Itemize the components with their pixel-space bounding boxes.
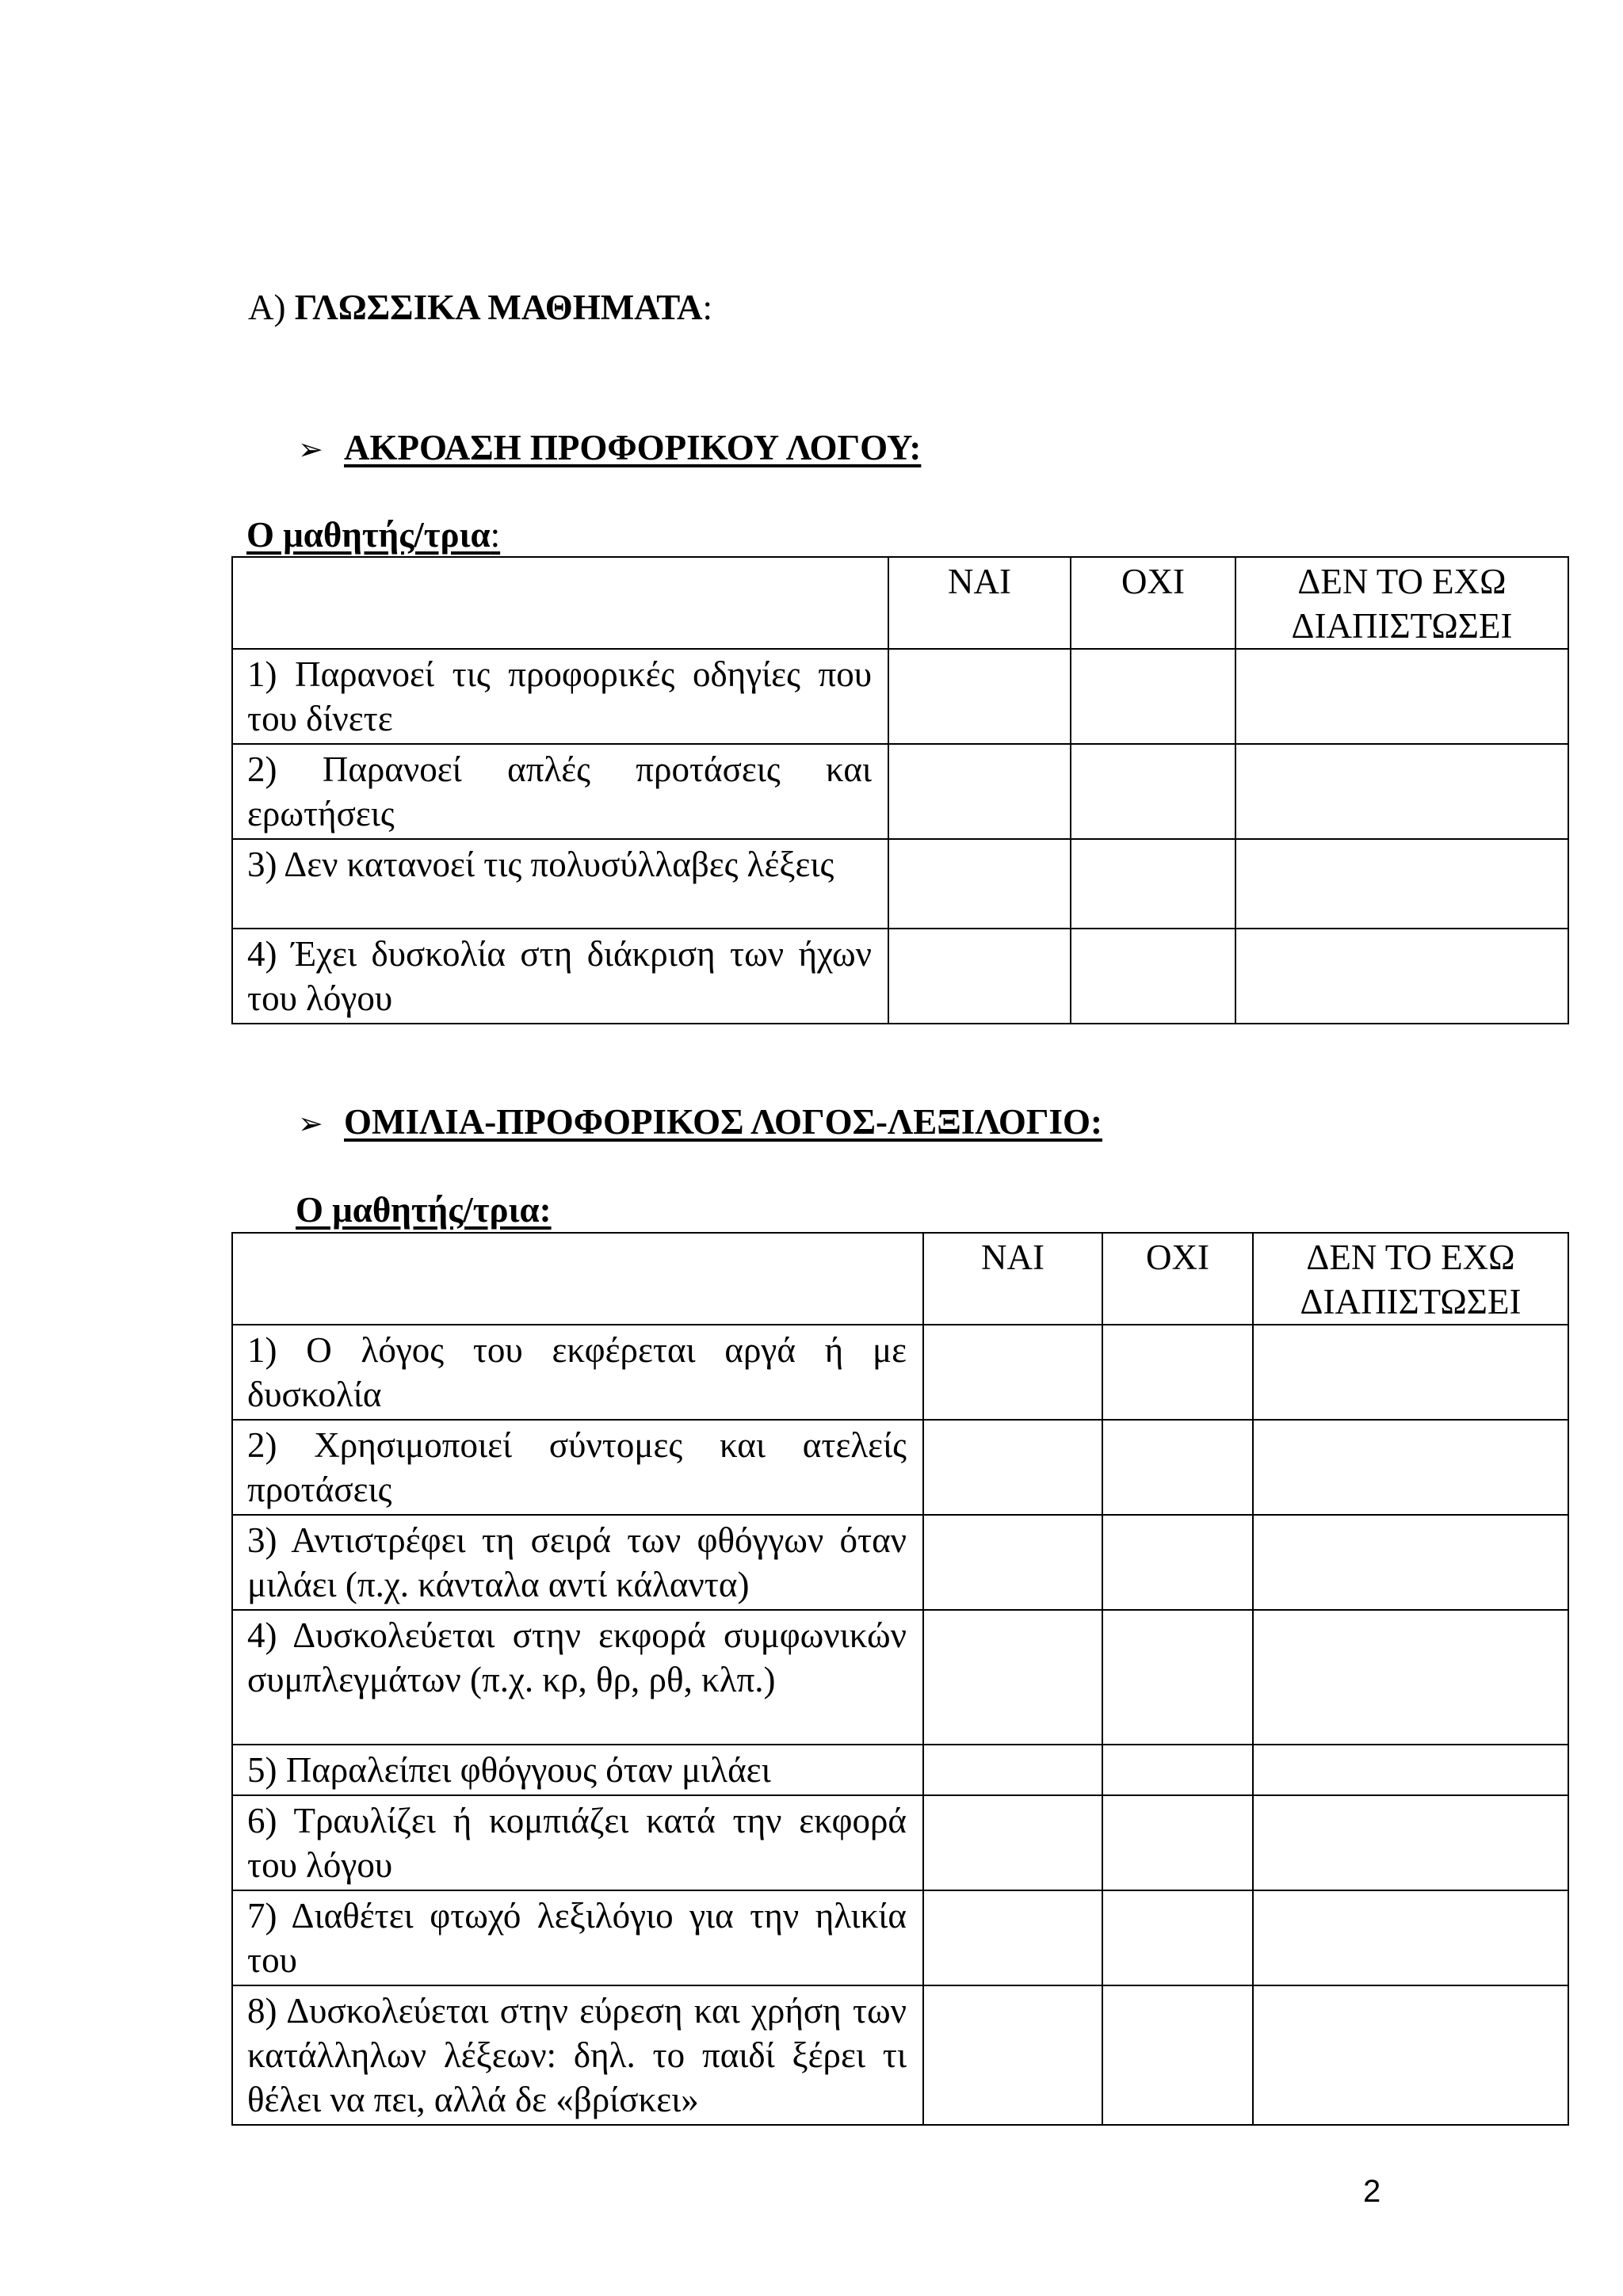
table-row xyxy=(232,744,1568,839)
column-header-not-observed: ΔΕΝ ΤΟ ΕΧΩ ΔΙΑΠΙΣΤΩΣΕΙ xyxy=(1235,557,1568,649)
table-row xyxy=(232,1325,1568,1420)
answer-cell-not-observed[interactable] xyxy=(1253,1610,1568,1745)
table-row xyxy=(232,1515,1568,1610)
header-empty-cell xyxy=(232,557,888,649)
answer-cell-no[interactable] xyxy=(1071,649,1235,744)
answer-cell-yes[interactable] xyxy=(888,649,1071,744)
subject-label xyxy=(246,511,500,559)
answer-cell-yes[interactable] xyxy=(923,1610,1102,1745)
answer-cell-not-observed[interactable] xyxy=(1253,1745,1568,1795)
table-row xyxy=(232,1420,1568,1515)
column-header-not-observed: ΔΕΝ ΤΟ ΕΧΩ ΔΙΑΠΙΣΤΩΣΕΙ xyxy=(1253,1233,1568,1325)
page-number: 2 xyxy=(1363,2174,1381,2209)
table-row xyxy=(232,1745,1568,1795)
heading-suffix: : xyxy=(702,288,712,327)
header-empty-cell xyxy=(232,1233,923,1325)
question-cell: 2) Παρανοεί απλές προτάσεις και ερωτήσεις xyxy=(232,744,888,839)
answer-cell-not-observed[interactable] xyxy=(1235,649,1568,744)
answer-cell-yes[interactable] xyxy=(923,1795,1102,1890)
page-heading xyxy=(248,284,712,331)
question-cell: 6) Τραυλίζει ή κομπιάζει κατά την εκφορά του λόγου xyxy=(232,1795,923,1890)
question-cell: 5) Παραλείπει φθόγγους όταν μιλάει xyxy=(232,1745,923,1795)
answer-cell-yes[interactable] xyxy=(923,1325,1102,1420)
listening-table xyxy=(231,556,1569,1024)
answer-cell-not-observed[interactable] xyxy=(1253,1795,1568,1890)
table-row xyxy=(232,1890,1568,1985)
question-cell: 1) Παρανοεί τις προφορικές οδηγίες που του δίνετε xyxy=(232,649,888,744)
section-heading-listening xyxy=(298,424,921,474)
heading-prefix: Α) xyxy=(248,288,286,327)
answer-cell-no[interactable] xyxy=(1102,1745,1253,1795)
answer-cell-not-observed[interactable] xyxy=(1253,1515,1568,1610)
table-row xyxy=(232,839,1568,929)
answer-cell-not-observed[interactable] xyxy=(1253,1985,1568,2125)
speech-table xyxy=(231,1232,1569,2126)
answer-cell-not-observed[interactable] xyxy=(1235,929,1568,1024)
question-cell: 7) Διαθέτει φτωχό λεξιλόγιο για την ηλικία του xyxy=(232,1890,923,1985)
question-cell: 1) Ο λόγος του εκφέρεται αργά ή με δυσκολία xyxy=(232,1325,923,1420)
answer-cell-not-observed[interactable] xyxy=(1253,1420,1568,1515)
answer-cell-yes[interactable] xyxy=(888,839,1071,929)
answer-cell-no[interactable] xyxy=(1102,1420,1253,1515)
answer-cell-yes[interactable] xyxy=(923,1985,1102,2125)
table-row xyxy=(232,1985,1568,2125)
answer-cell-no[interactable] xyxy=(1071,839,1235,929)
answer-cell-yes[interactable] xyxy=(923,1515,1102,1610)
answer-cell-no[interactable] xyxy=(1102,1515,1253,1610)
table-header-row xyxy=(232,1233,1568,1325)
column-header-no: ΟΧΙ xyxy=(1071,557,1235,649)
answer-cell-no[interactable] xyxy=(1071,929,1235,1024)
table-row xyxy=(232,1610,1568,1745)
answer-cell-yes[interactable] xyxy=(923,1890,1102,1985)
answer-cell-not-observed[interactable] xyxy=(1253,1325,1568,1420)
subject-colon: : xyxy=(490,515,501,555)
answer-cell-yes[interactable] xyxy=(888,929,1071,1024)
subject-text: Ο μαθητής/τρια xyxy=(246,515,491,555)
arrow-bullet-icon: ➢ xyxy=(298,1108,323,1141)
question-cell: 4) Έχει δυσκολία στη διάκριση των ήχων του λόγου xyxy=(232,929,888,1024)
answer-cell-no[interactable] xyxy=(1071,744,1235,839)
answer-cell-no[interactable] xyxy=(1102,1610,1253,1745)
answer-cell-no[interactable] xyxy=(1102,1795,1253,1890)
question-cell: 4) Δυσκολεύεται στην εκφορά συμφωνικών συμπλεγμάτων (π.χ. κρ, θρ, ρθ, κλπ.) xyxy=(232,1610,923,1745)
heading-title: ΓΛΩΣΣΙΚΑ ΜΑΘΗΜΑΤΑ xyxy=(294,288,703,327)
table-row xyxy=(232,649,1568,744)
subject-label xyxy=(296,1186,552,1234)
question-cell: 8) Δυσκολεύεται στην εύρεση και χρήση των κατάλληλων λέξεων: δηλ. το παιδί ξέρει τι θέλει να πει, αλλά δε «βρίσκει» xyxy=(232,1985,923,2125)
column-header-yes: ΝΑΙ xyxy=(923,1233,1102,1325)
subject-text: Ο μαθητής/τρια: xyxy=(296,1190,552,1230)
answer-cell-yes[interactable] xyxy=(923,1420,1102,1515)
answer-cell-not-observed[interactable] xyxy=(1235,839,1568,929)
table-row xyxy=(232,1795,1568,1890)
answer-cell-no[interactable] xyxy=(1102,1985,1253,2125)
section-title: ΑΚΡΟΑΣΗ ΠΡΟΦΟΡΙΚΟΥ ΛΟΓΟΥ: xyxy=(344,428,922,467)
section-heading-speech xyxy=(298,1098,1102,1148)
answer-cell-not-observed[interactable] xyxy=(1235,744,1568,839)
answer-cell-not-observed[interactable] xyxy=(1253,1890,1568,1985)
answer-cell-no[interactable] xyxy=(1102,1890,1253,1985)
column-header-no: ΟΧΙ xyxy=(1102,1233,1253,1325)
answer-cell-yes[interactable] xyxy=(888,744,1071,839)
answer-cell-yes[interactable] xyxy=(923,1745,1102,1795)
arrow-bullet-icon: ➢ xyxy=(298,433,323,467)
table-row xyxy=(232,929,1568,1024)
question-cell: 3) Δεν κατανοεί τις πολυσύλλαβες λέξεις xyxy=(232,839,888,929)
table-header-row xyxy=(232,557,1568,649)
section-title: ΟΜΙΛΙΑ-ΠΡΟΦΟΡΙΚΟΣ ΛΟΓΟΣ-ΛΕΞΙΛΟΓΙΟ: xyxy=(344,1102,1103,1142)
question-cell: 2) Χρησιμοποιεί σύντομες και ατελείς προτάσεις xyxy=(232,1420,923,1515)
column-header-yes: ΝΑΙ xyxy=(888,557,1071,649)
answer-cell-no[interactable] xyxy=(1102,1325,1253,1420)
question-cell: 3) Αντιστρέφει τη σειρά των φθόγγων όταν μιλάει (π.χ. κάνταλα αντί κάλαντα) xyxy=(232,1515,923,1610)
